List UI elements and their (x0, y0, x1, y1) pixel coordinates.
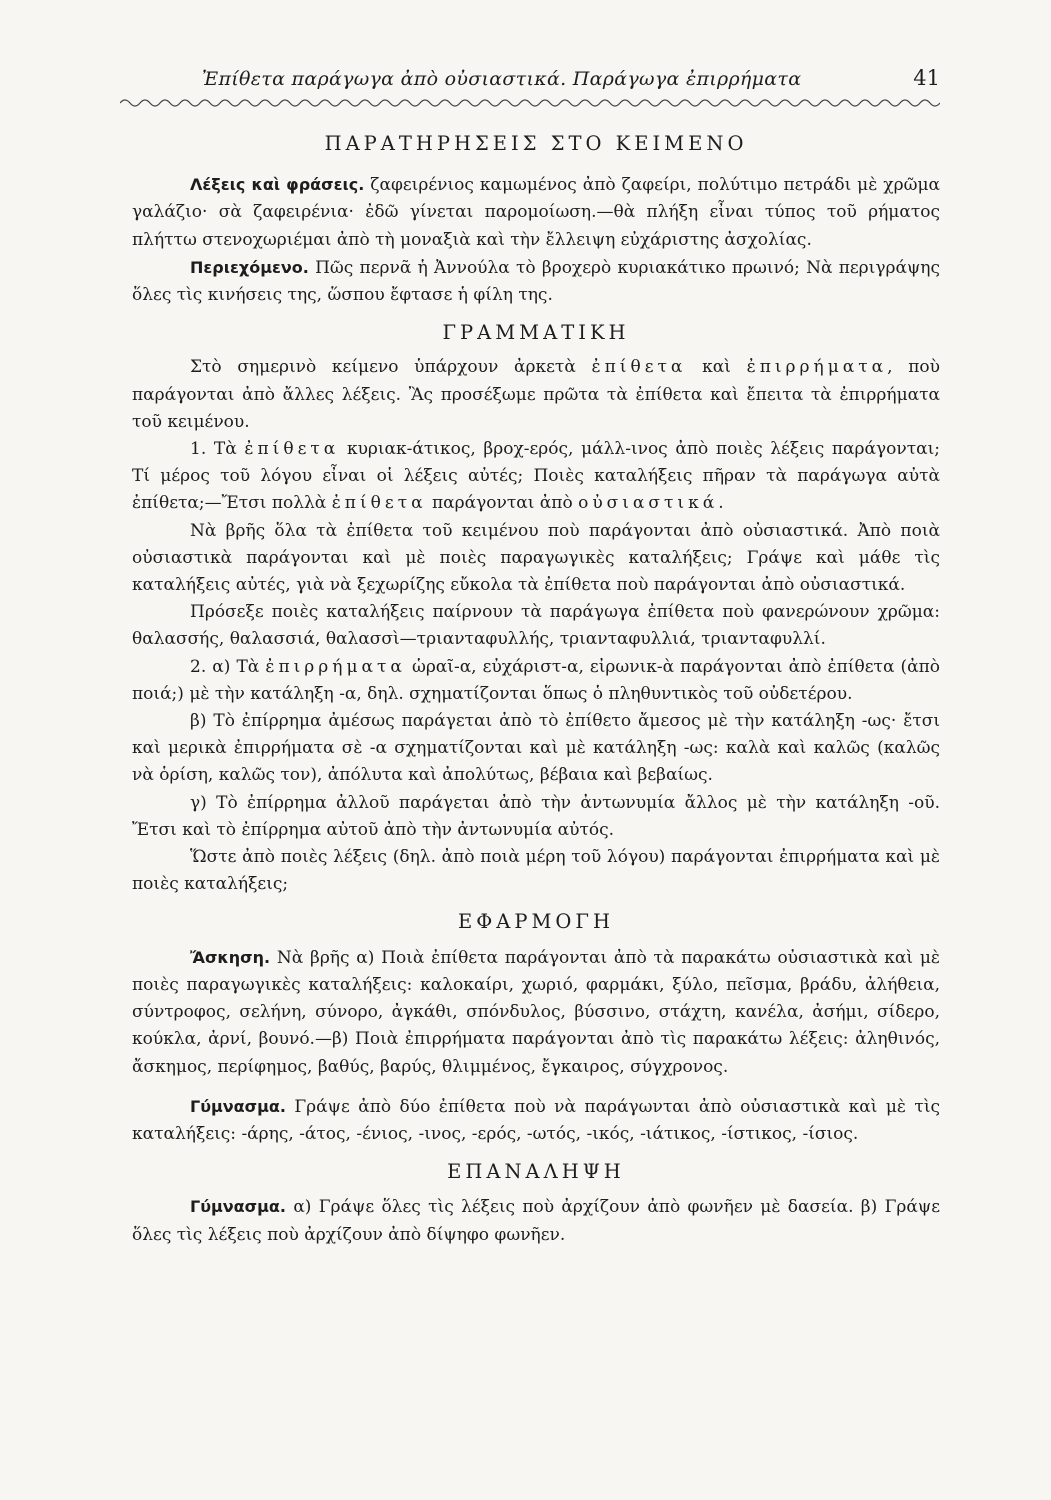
drill-text: Γράψε ἀπὸ δύο ἐπίθετα ποὺ νὰ παράγωνται ἀπὸ οὐσιαστικὰ καὶ μὲ τὶς καταλήξεις: -άρης, -άτος, -ένιος, -ινος, -ερός, -ωτός, -ικός, -ιάτικος, -ίστικος, -ίσιος. (132, 1096, 941, 1144)
page-body (132, 130, 940, 1249)
p1-part-d: ἐπίθετα (331, 493, 427, 514)
content-paragraph (132, 254, 940, 309)
p4-part-c: ὡραῖ-α, εὐχάριστ-α, εἰρωνικ-ὰ παράγονται ἀπὸ ἐπίθετα (ἀπὸ ποιά;) μὲ τὴν κατάληξη -α, δηλ. σχηματίζονται ὅπως ὁ πληθυντικὸς τοῦ οὐδετέρου. (132, 656, 941, 704)
intro-part-e: , ποὺ παράγονται ἀπὸ ἄλλες λέξεις. Ἂς προσέξωμε πρῶτα τὰ ἐπίθετα καὶ ἔπειτα τὰ ἐπιρρήματα τοῦ κειμένου. (132, 357, 940, 432)
words-text: ζαφειρένιος καμωμένος ἀπὸ ζαφείρι, πολύτιμο πετράδι μὲ χρῶμα γαλάζιο· σὰ ζαφειρένια· ἐδῶ γίνεται παρομοίωση.—θὰ πλήξη εἶναι τύπος τοῦ ρήματος πλήττω στενοχωριέμαι ἀπὸ τὴ μοναξιὰ καὶ τὴν ἔλλειψη εὐχάριστης ἀσχολίας. (132, 175, 940, 250)
content-lead: Περιεχόμενο. (190, 257, 309, 277)
grammar-intro (132, 354, 940, 436)
grammar-p5: β) Τὸ ἐπίρρημα ἀμέσως παράγεται ἀπὸ τὸ ἐπίθετο ἄμεσος μὲ τὴν κατάληξη -ως· ἔτσι καὶ μερικὰ ἐπιρρήματα σὲ -α σχηματίζονται καὶ μὲ κατάληξη -ως: καλὰ καὶ καλῶς (καλῶς νὰ ὁρίση, καλῶς τον), ἀπόλυτα καὶ ἀπολύτως, βέβαια καὶ βεβαίως. (132, 711, 940, 786)
review-paragraph (132, 1193, 940, 1248)
words-lead: Λέξεις καὶ φράσεις. (190, 175, 365, 195)
grammar-p7: Ὥστε ἀπὸ ποιὲς λέξεις (δηλ. ἀπὸ ποιὰ μέρη τοῦ λόγου) παράγονται ἐπιρρήματα καὶ μὲ ποιὲς καταλήξεις; (132, 847, 940, 895)
review-lead: Γύμνασμα. (190, 1197, 286, 1217)
p1-part-a: 1. Τὰ (190, 439, 237, 460)
page-number: 41 (913, 66, 940, 90)
grammar-p6: γ) Τὸ ἐπίρρημα ἀλλοῦ παράγεται ἀπὸ τὴν ἀντωνυμία ἄλλος μὲ τὴν κατάληξη -οῦ. Ἔτσι καὶ τὸ ἐπίρρημα αὐτοῦ ἀπὸ τὴν ἀντωνυμία αὐτός. (132, 792, 940, 840)
p1-part-c: κυριακ-άτικος, βροχ-ερός, μάλλ-ινος ἀπὸ ποιὲς λέξεις παράγονται; Τί μέρος τοῦ λόγου εἶναι οἱ λέξεις αὐτές; Ποιὲς καταλήξεις πῆραν τὰ παράγωγα αὐτὰ ἐπίθετα;—Ἔτσι πολλὰ (132, 439, 941, 514)
intro-part-b: ἐπίθετα (591, 357, 687, 378)
review-text: α) Γράψε ὅλες τὶς λέξεις ποὺ ἀρχίζουν ἀπὸ φωνῆεν μὲ δασεία. β) Γράψε ὅλες τὶς λέξεις ποὺ ἀρχίζουν ἀπὸ δίψηφο φωνῆεν. (132, 1197, 940, 1245)
running-title: Ἐπίθετα παράγωγα ἀπὸ οὐσιαστικά. Παράγωγα ἐπιρρήματα (202, 68, 802, 90)
review-heading: ΕΠΑΝΑΛΗΨΗ (447, 1160, 625, 1184)
p4-part-a: 2. α) Τὰ (190, 656, 260, 677)
content-text: Πῶς περνᾶ ἡ Ἀννούλα τὸ βροχερὸ κυριακάτικο πρωινό; Νὰ περιγράψης ὅλες τὶς κινήσεις της, ὥσπου ἔφτασε ἡ φίλη της. (132, 257, 941, 306)
intro-part-a: Στὸ σημερινὸ κείμενο ὑπάρχουν ἀρκετὰ (190, 357, 576, 378)
drill-lead: Γύμνασμα. (190, 1096, 286, 1116)
intro-part-d: ἐπιρρήματα (746, 357, 888, 378)
grammar-heading: ΓΡΑΜΜΑΤΙΚΗ (442, 321, 630, 345)
p1-part-f: οὐσιαστικά. (578, 493, 728, 514)
drill-paragraph (132, 1093, 940, 1148)
spacer (132, 1081, 940, 1093)
remarks-heading: ΠΑΡΑΤΗΡΗΣΕΙΣ ΣΤΟ ΚΕΙΜΕΝΟ (324, 132, 748, 155)
application-heading: ΕΦΑΡΜΟΓΗ (458, 910, 614, 934)
words-paragraph (132, 171, 940, 254)
grammar-p4 (132, 654, 940, 708)
exercise-paragraph (132, 944, 940, 1081)
page-header (180, 60, 940, 100)
grammar-p3: Πρόσεξε ποιὲς καταλήξεις παίρνουν τὰ παράγωγα ἐπίθετα ποὺ φανερώνουν χρῶμα: θαλασσής, θαλασσιά, θαλασσὶ—τριανταφυλλής, τριανταφυλλιά, τριανταφυλλί. (132, 602, 940, 650)
grammar-p2: Νὰ βρῆς ὅλα τὰ ἐπίθετα τοῦ κειμένου ποὺ παράγονται ἀπὸ οὐσιαστικά. Ἀπὸ ποιὰ οὐσιαστικὰ παράγονται καὶ μὲ ποιὲς παραγωγικὲς καταλήξεις; Γράψε καὶ μάθε τὶς καταλήξεις αὐτές, γιὰ νὰ ξεχωρίζης εὔκολα τὰ ἐπίθετα ποὺ παράγονται ἀπὸ οὐσιαστικά. (132, 520, 940, 596)
exercise-lead: Ἄσκηση. (190, 947, 271, 967)
wavy-rule (120, 96, 940, 110)
intro-part-c: καὶ (702, 357, 731, 378)
p1-part-b: ἐπίθετα (244, 439, 340, 460)
p1-part-e: παράγονται ἀπὸ (431, 493, 573, 514)
exercise-text: Νὰ βρῆς α) Ποιὰ ἐπίθετα παράγονται ἀπὸ τὰ παρακάτω οὐσιαστικὰ καὶ μὲ ποιὲς παραγωγικὲς καταλήξεις: καλοκαίρι, χωριό, φαρμάκι, ξύλο, πεῖσμα, βράδυ, ἀλήθεια, σύντροφος, σελήνη, σύνορο, ἀγκάθι, σπόνδυλος, βύσσινο, στάχτη, κανέλα, ἀσήμι, σίδερο, κούκλα, ἀρνί, βουνό.—β) Ποιὰ ἐπιρρήματα παράγονται ἀπὸ τὶς παρακάτω λέξεις: ἀληθινός, ἄσκημος, περίφημος, βαθύς, βαρύς, θλιμμένος, ἔγκαιρος, σύγχρονος. (132, 947, 941, 1077)
p4-part-b: ἐπιρρήματα (265, 656, 406, 677)
grammar-p1 (132, 436, 940, 518)
